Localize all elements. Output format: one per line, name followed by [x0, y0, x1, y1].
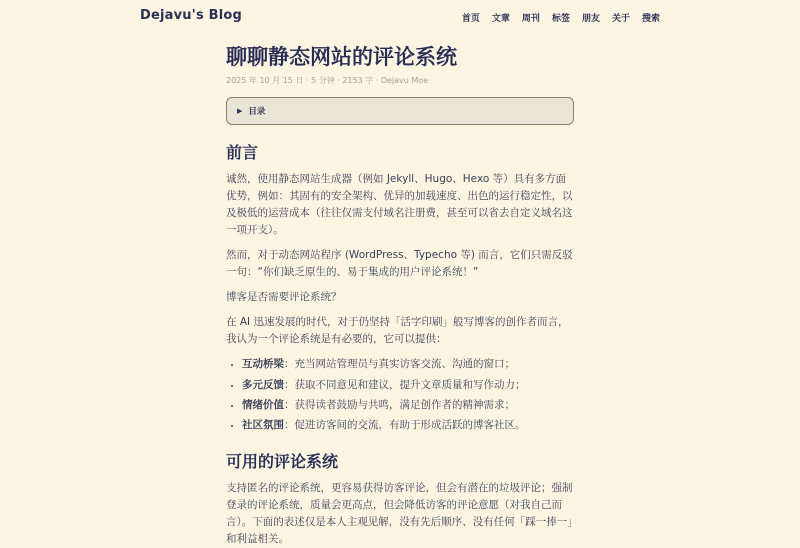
- list-item: [242, 356, 574, 373]
- nav-link-articles[interactable]: 文章: [491, 13, 510, 24]
- section-heading-intro: 前言: [226, 143, 259, 163]
- list-item-text: ：获得读者鼓励与共鸣，满足创作者的精神需求；: [284, 398, 515, 411]
- list-item-term: 多元反馈: [242, 378, 284, 391]
- post-title: 聊聊静态网站的评论系统: [226, 45, 457, 69]
- post-content: [226, 140, 574, 548]
- nav-item-search: [642, 6, 660, 25]
- list-item-text: ：促进访客间的交流，有助于形成活跃的博客社区。: [284, 419, 526, 432]
- main-nav: [462, 6, 660, 25]
- nav-item-home: [462, 6, 480, 25]
- toc-label: 目录: [248, 107, 266, 118]
- toc-collapse-icon: ▶: [237, 106, 243, 115]
- post-meta: 2025 年 10 月 15 日 · 5 分钟 · 2153 字 · Dejavu Moe: [226, 76, 429, 86]
- nav-item-weekly: [522, 6, 540, 25]
- intro-paragraph-3: 博客是否需要评论系统？: [226, 291, 342, 304]
- header-inner: [140, 0, 660, 30]
- site-header: [0, 0, 800, 30]
- toc-toggle[interactable]: [227, 98, 573, 124]
- nav-link-weekly[interactable]: 周刊: [521, 13, 540, 24]
- nav-link-friends[interactable]: 朋友: [581, 13, 600, 24]
- table-of-contents: [226, 97, 574, 125]
- list-item-term: 社区氛围: [242, 419, 284, 432]
- list-item-text: ：充当网站管理员与真实访客交流、沟通的窗口；: [284, 358, 515, 371]
- nav-link-home[interactable]: 首页: [461, 13, 480, 24]
- nav-link-about[interactable]: 关于: [611, 13, 630, 24]
- list-item-text: ：获取不同意见和建议，提升文章质量和写作动力；: [284, 378, 526, 391]
- intro-paragraph-2: 然而，对于动态网站程序 (WordPress、Typecho 等) 而言，它们只需反驳一句：“你们缺乏原生的、易于集成的用户评论系统！”: [226, 249, 573, 279]
- benefit-list: [226, 356, 574, 434]
- list-item: [242, 397, 574, 414]
- article-main: [226, 44, 574, 548]
- systems-paragraph-1: 支持匿名的评论系统，更容易获得访客评论，但会有潜在的垃圾评论；强制登录的评论系统，质量会更高点，但会降低访客的评论意愿（对我自己而言）。下面的表述仅是本人主观见解，没有先后顺序、没有任何「踩一捧一」和利益相关。: [226, 481, 573, 545]
- nav-item-about: [612, 6, 630, 25]
- nav-link-search[interactable]: 搜索: [641, 13, 660, 24]
- nav-item-articles: [492, 6, 510, 25]
- list-item-term: 互动桥梁: [242, 358, 284, 371]
- nav-item-tags: [552, 6, 570, 25]
- list-item: [242, 377, 574, 394]
- nav-item-friends: [582, 6, 600, 25]
- nav-list: [462, 6, 660, 25]
- intro-paragraph-1: 诚然，使用静态网站生成器（例如 Jekyll、Hugo、Hexo 等）具有多方面优势，例如：其固有的安全架构、优异的加载速度、出色的运行稳定性，以及极低的运营成本（往往仅需支付域名注册费，甚至可以省去自定义域名这一项开支）。: [226, 173, 573, 237]
- nav-link-tags[interactable]: 标签: [551, 13, 570, 24]
- list-item: [242, 417, 574, 434]
- intro-paragraph-4: 在 AI 迅速发展的时代，对于仍坚持「活字印刷」般写博客的创作者而言，我认为一个评论系统是有必要的，它可以提供：: [226, 316, 569, 346]
- list-item-term: 情绪价值: [242, 398, 284, 411]
- site-logo[interactable]: Dejavu's Blog: [140, 7, 243, 23]
- section-heading-systems: 可用的评论系统: [226, 451, 339, 471]
